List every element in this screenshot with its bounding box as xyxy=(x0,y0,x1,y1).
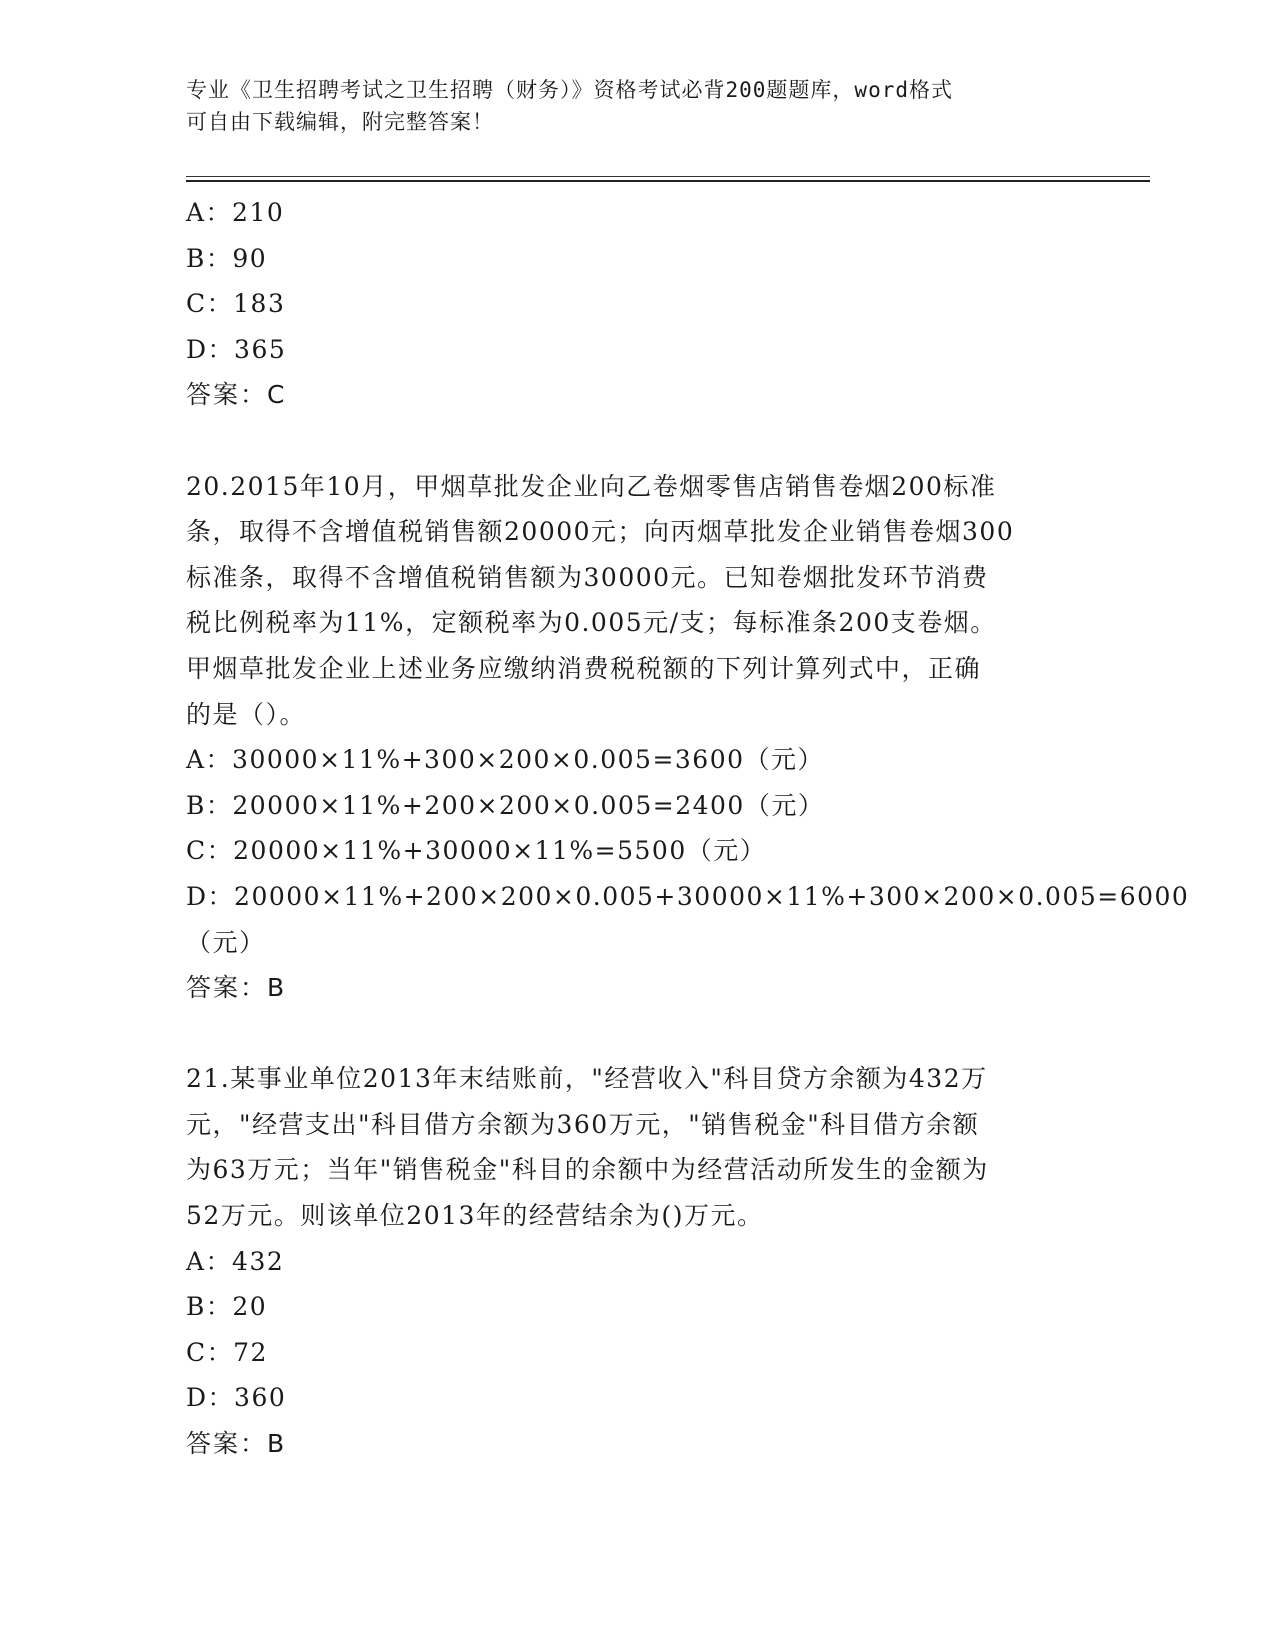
header-title-line-1: 专业《卫生招聘考试之卫生招聘（财务）》资格考试必背200题题库，word格式 xyxy=(186,78,953,102)
option-b: B：90 xyxy=(186,243,268,273)
option-d: D：20000×11%+200×200×0.005+30000×11%+300×200×0.005=6000 xyxy=(186,881,1190,911)
question-text-line: 标准条，取得不含增值税销售额为30000元。已知卷烟批发环节消费 xyxy=(186,562,989,592)
spacer xyxy=(186,418,1086,464)
question-21 xyxy=(186,1056,1086,1466)
question-text-line: 甲烟草批发企业上述业务应缴纳消费税税额的下列计算列式中，正确 xyxy=(186,653,982,683)
option-d-continued: （元） xyxy=(186,927,266,957)
question-20 xyxy=(186,464,1190,1011)
question-text-line: 条，取得不含增值税销售额20000元；向丙烟草批发企业销售卷烟300 xyxy=(186,517,1015,547)
question-text-line: 52万元。则该单位2013年的经营结余为()万元。 xyxy=(186,1201,764,1231)
option-b: B：20 xyxy=(186,1292,268,1322)
question-text-line: 的是（）。 xyxy=(186,699,307,729)
question-text-line: 21.某事业单位2013年末结账前，"经营收入"科目贷方余额为432万 xyxy=(186,1064,988,1094)
answer-line: 答案：C xyxy=(186,380,287,410)
answer-line: 答案：B xyxy=(186,973,287,1003)
option-c: C：72 xyxy=(186,1337,268,1367)
header-title-line-2: 可自由下载编辑，附完整答案！ xyxy=(186,110,494,134)
option-d: D：360 xyxy=(186,1383,287,1413)
spacer xyxy=(186,1011,1086,1057)
answer-line: 答案：B xyxy=(186,1429,287,1459)
option-a: A：432 xyxy=(186,1246,285,1276)
question-text-line: 元，"经营支出"科目借方余额为360万元，"销售税金"科目借方余额 xyxy=(186,1109,980,1139)
option-c: C：183 xyxy=(186,289,286,319)
option-a: A：30000×11%+300×200×0.005=3600（元） xyxy=(186,745,825,775)
header-divider-thick xyxy=(186,180,1150,182)
question-text-line: 税比例税率为11%，定额税率为0.005元/支；每标准条200支卷烟。 xyxy=(186,608,997,638)
option-a: A：210 xyxy=(186,198,285,227)
header-divider-thin xyxy=(186,176,1150,177)
question-text-line: 20.2015年10月，甲烟草批发企业向乙卷烟零售店销售卷烟200标准 xyxy=(186,471,997,501)
option-c: C：20000×11%+30000×11%=5500（元） xyxy=(186,836,767,866)
question-19-options xyxy=(186,190,1086,418)
document-header xyxy=(186,74,1086,138)
question-text-line: 为63万元；当年"销售税金"科目的余额中为经营活动所发生的金额为 xyxy=(186,1155,989,1185)
question-content xyxy=(186,190,1190,1467)
option-b: B：20000×11%+200×200×0.005=2400（元） xyxy=(186,790,825,820)
option-d: D：365 xyxy=(186,334,287,364)
